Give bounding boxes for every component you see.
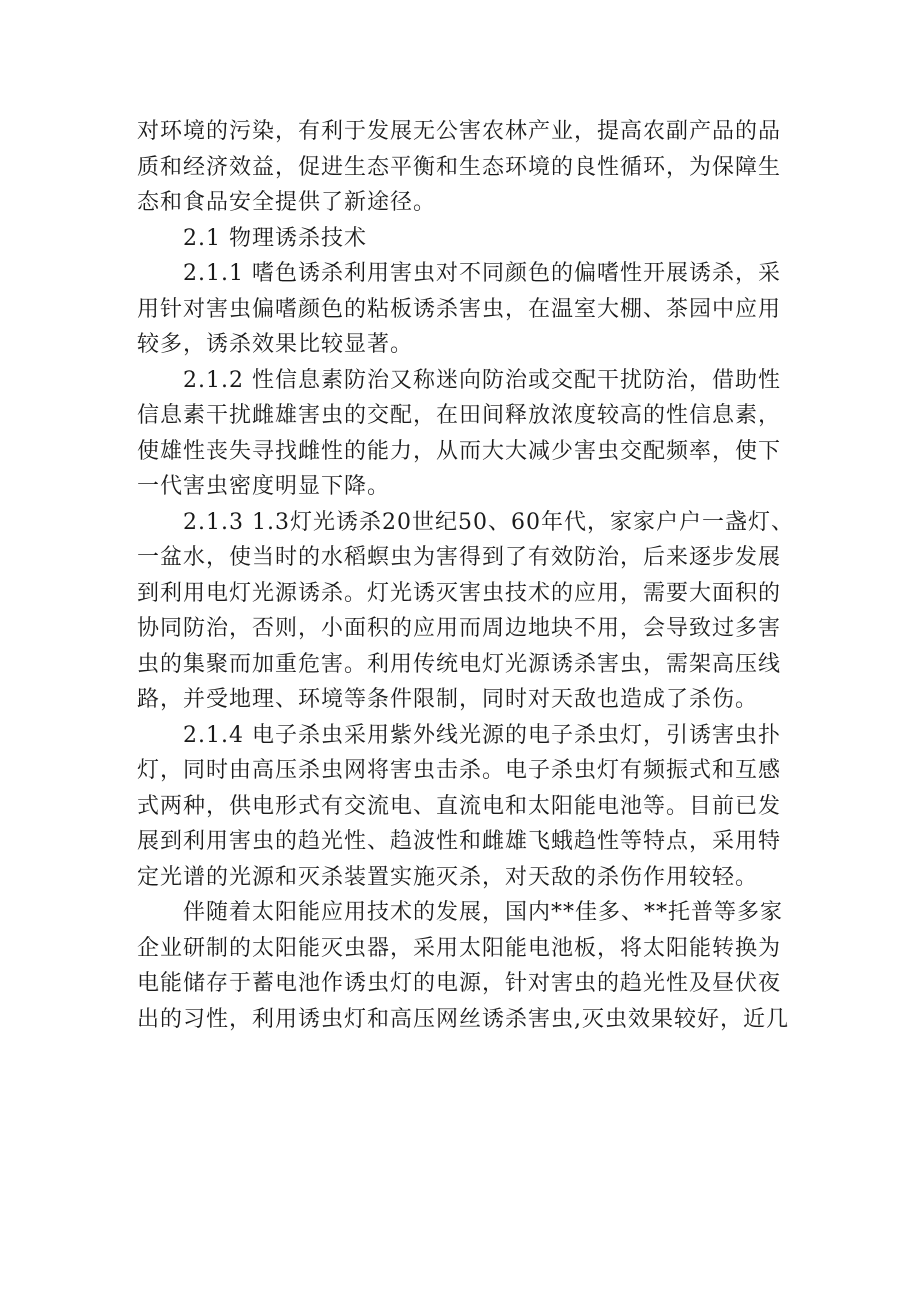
text-line: 伴随着太阳能应用技术的发展，国内**佳多、**托普等多家: [183, 900, 784, 925]
text-line: 态和食品安全提供了新途径。: [137, 190, 437, 215]
text-line: 式两种，供电形式有交流电、直流电和太阳能电池等。目前已发: [137, 793, 782, 819]
text-line: 一盆水，使当时的水稻螟虫为害得到了有效防治，后来逐步发展: [137, 545, 782, 570]
text-line: 2.1.1 嗜色诱杀利用害虫对不同颜色的偏嗜性开展诱杀，采: [183, 261, 781, 286]
document-body: [137, 114, 797, 1037]
text-line: 到利用电灯光源诱杀。灯光诱灭害虫技术的应用，需要大面积的: [137, 580, 782, 606]
text-line: 使雄性丧失寻找雌性的能力，从而大大减少害虫交配频率，使下: [137, 438, 782, 464]
text-line: 灯，同时由高压杀虫网将害虫击杀。电子杀虫灯有频振式和互感: [137, 758, 782, 783]
text-line: 电能储存于蓄电池作诱虫灯的电源，针对害虫的趋光性及昼伏夜: [137, 971, 782, 996]
text-line: 虫的集聚而加重危害。利用传统电灯光源诱杀害虫，需架高压线: [137, 651, 782, 677]
text-line: 出的习性，利用诱虫灯和高压网丝诱杀害虫,灭虫效果较好，近几: [137, 1006, 789, 1032]
text-line: 路，并受地理、环境等条件限制，同时对天敌也造成了杀伤。: [137, 687, 759, 712]
text-line: 较多，诱杀效果比较显著。: [137, 332, 414, 357]
text-line: 质和经济效益，促进生态平衡和生态环境的良性循环，为保障生: [137, 154, 782, 180]
section-heading: 2.1 物理诱杀技术: [183, 225, 367, 251]
text-line: 2.1.4 电子杀虫采用紫外线光源的电子杀虫灯，引诱害虫扑: [183, 722, 781, 748]
text-line: 2.1.3 1.3灯光诱杀20世纪50、60年代，家家户户一盏灯、: [183, 509, 794, 535]
text-line: 企业研制的太阳能灭虫器，采用太阳能电池板，将太阳能转换为: [137, 935, 782, 961]
text-line: 展到利用害虫的趋光性、趋波性和雌雄飞蛾趋性等特点，采用特: [137, 829, 782, 854]
text-line: 信息素干扰雌雄害虫的交配，在田间释放浓度较高的性信息素，: [137, 403, 782, 428]
text-line: 一代害虫密度明显下降。: [137, 474, 391, 499]
text-line: 对环境的污染，有利于发展无公害农林产业，提高农副产品的品: [137, 119, 782, 144]
text-line: 2.1.2 性信息素防治又称迷向防治或交配干扰防治，借助性: [183, 367, 781, 393]
text-line: 协同防治，否则，小面积的应用而周边地块不用，会导致过多害: [137, 616, 782, 641]
text-line: 用针对害虫偏嗜颜色的粘板诱杀害虫，在温室大棚、茶园中应用: [137, 296, 782, 322]
text-line: 定光谱的光源和灭杀装置实施灭杀，对天敌的杀伤作用较轻。: [137, 864, 759, 890]
